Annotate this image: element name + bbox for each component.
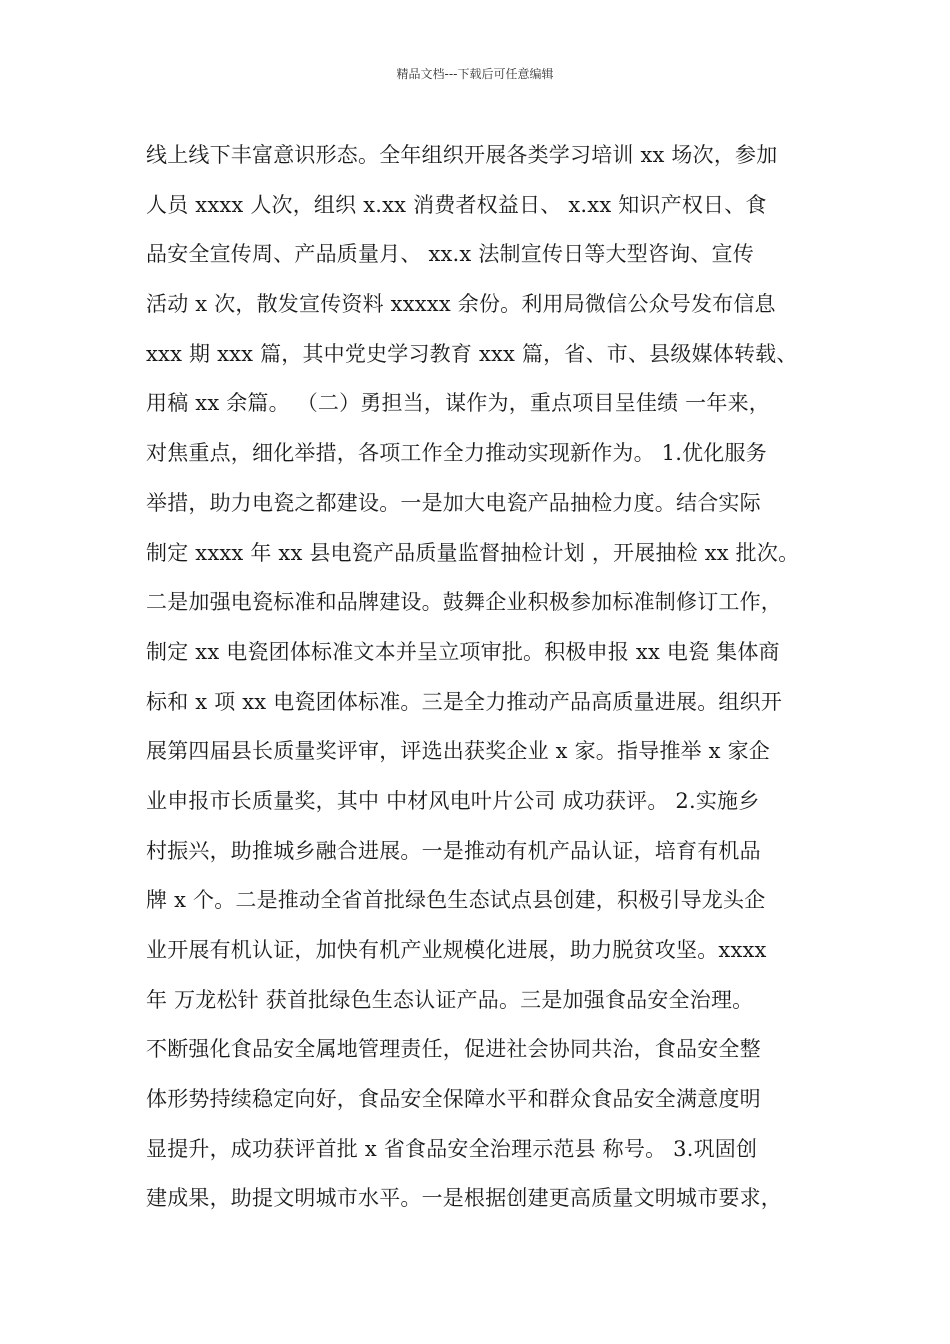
text-line: 牌 x 个。二是推动全省首批绿色生态试点县创建，积极引导龙头企: [146, 888, 766, 913]
text-line: 人员 xxxx 人次，组织 x.xx 消费者权益日、 x.xx 知识产权日、食: [146, 192, 767, 217]
text-line: 二是加强电瓷标准和品牌建设。鼓舞企业积极参加标准制修订工作，: [146, 590, 782, 615]
text-line: 制定 xxxx 年 xx 县电瓷产品质量监督抽检计划 ，开展抽检 xx 批次。: [146, 540, 800, 565]
text-line: 用稿 xx 余篇。 （二）勇担当，谋作为，重点项目呈佳绩 一年来，: [146, 391, 770, 416]
text-line: 举措，助力电瓷之都建设。一是加大电瓷产品抽检力度。结合实际: [146, 490, 761, 515]
text-line: 不断强化食品安全属地管理责任，促进社会协同共治，食品安全整: [146, 1037, 761, 1062]
text-line: 建成果，助提文明城市水平。一是根据创建更高质量文明城市要求，: [146, 1186, 782, 1211]
text-line: 标和 x 项 xx 电瓷团体标准。三是全力推动产品高质量进展。组织开: [146, 689, 783, 714]
page-header: 精品文档---下载后可任意编辑: [396, 67, 554, 81]
text-line: 对焦重点，细化举措，各项工作全力推动实现新作为。 1.优化服务: [146, 441, 767, 466]
text-line: 品安全宣传周、产品质量月、 xx.x 法制宣传日等大型咨询、宣传: [146, 242, 754, 267]
text-line: 业开展有机认证，加快有机产业规模化进展，助力脱贫攻坚。xxxx: [146, 938, 767, 962]
text-line: 显提升，成功获评首批 x 省食品安全治理示范县 称号。 3.巩固创: [146, 1136, 758, 1161]
text-line: 体形势持续稳定向好，食品安全保障水平和群众食品安全满意度明: [146, 1087, 761, 1112]
text-line: 展第四届县长质量奖评审，评选出获奖企业 x 家。指导推举 x 家企: [146, 739, 770, 764]
text-line: 村振兴，助推城乡融合进展。一是推动有机产品认证，培育有机品: [146, 838, 761, 863]
text-line: 活动 x 次，散发宣传资料 xxxxx 余份。利用局微信公众号发布信息: [146, 292, 776, 317]
text-line: 年 万龙松针 获首批绿色生态认证产品。三是加强食品安全治理。: [146, 987, 754, 1012]
text-line: 线上线下丰富意识形态。全年组织开展各类学习培训 xx 场次，参加: [146, 143, 778, 167]
text-line: xxx 期 xxx 篇，其中党史学习教育 xxx 篇，省、市、县级媒体转载、: [146, 341, 798, 366]
text-line: 制定 xx 电瓷团体标准文本并呈立项审批。积极申报 xx 电瓷 集体商: [146, 639, 780, 664]
text-line: 业申报市长质量奖，其中 中材风电叶片公司 成功获评。 2.实施乡: [146, 788, 760, 813]
body-text: [146, 131, 826, 1224]
